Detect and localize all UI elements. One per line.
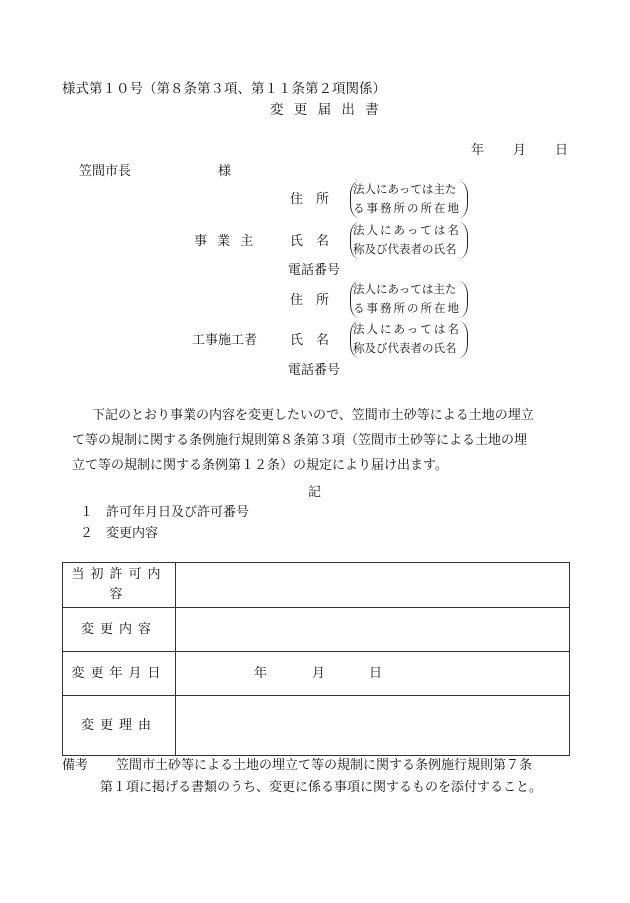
address-note-line: る事務所の所在地: [353, 201, 461, 215]
body-line: て等の規制に関する条例施行規則第８条第３項（笠間市土砂等による土地の埋: [72, 433, 528, 448]
date-month: 月: [513, 143, 527, 158]
change-date-label: 変更年月日: [63, 652, 176, 696]
date-day: 日: [555, 143, 569, 158]
name-note-line: 法人にあっては名: [353, 223, 461, 237]
table-row: [63, 652, 570, 696]
original-permit-label: 当初許可内容: [63, 563, 176, 608]
applicant-address-label: 住 所: [290, 192, 330, 207]
date-year: 年: [471, 143, 485, 158]
item-number: ２: [80, 526, 94, 541]
form-number: 様式第１０号（第８条第３項、第１１条第２項関係）: [62, 81, 386, 97]
applicant-name-label: 氏 名: [290, 234, 330, 249]
name-note-line: 称及び代表者の氏名: [353, 341, 457, 355]
change-date-year: 年: [254, 666, 268, 681]
remarks-line: 笠間市土砂等による土地の埋立て等の規制に関する条例施行規則第７条: [116, 758, 533, 773]
address-note-bracket: [350, 181, 468, 218]
change-content-label: 変更内容: [63, 608, 176, 652]
address-note-line: 法人にあっては主た: [353, 182, 457, 196]
original-permit-field[interactable]: [176, 563, 570, 608]
item-text: 許可年月日及び許可番号: [106, 505, 250, 520]
table-row: [63, 696, 570, 756]
item-number: １: [80, 505, 94, 520]
name-note-line: 称及び代表者の氏名: [353, 242, 457, 256]
item-text: 変更内容: [106, 526, 159, 541]
address-note-line: 法人にあっては主た: [353, 282, 457, 296]
change-reason-label: 変更理由: [63, 696, 176, 756]
remarks-label: 備考: [62, 758, 89, 773]
table-row: [63, 608, 570, 652]
address-note-line: る事務所の所在地: [353, 301, 461, 315]
applicant-address-label: 住 所: [290, 293, 330, 308]
change-reason-field[interactable]: [176, 696, 570, 756]
name-note-bracket: [350, 222, 468, 259]
document-title: 変 更 届 出 書: [270, 102, 382, 118]
name-note-line: 法人にあっては名: [353, 322, 461, 336]
applicant-phone-label: 電話番号: [288, 363, 341, 378]
change-date-field[interactable]: [176, 652, 570, 696]
applicant-role-contractor: 工事施工者: [192, 333, 258, 348]
change-date-day: 日: [369, 666, 383, 681]
change-details-table: [62, 562, 570, 756]
name-note-bracket: [350, 321, 468, 358]
body-line: 立て等の規制に関する条例第１２条）の規定により届け出ます。: [72, 458, 448, 473]
table-row: [63, 563, 570, 608]
body-line: 下記のとおり事業の内容を変更したいので、笠間市土砂等による土地の埋立: [92, 408, 534, 423]
addressee-name: 笠間市長: [79, 164, 132, 179]
ki-heading: 記: [308, 485, 322, 500]
remarks-line: 第１項に掲げる書類のうち、変更に係る事項に関するものを添付すること。: [100, 780, 543, 795]
applicant-phone-label: 電話番号: [288, 263, 341, 278]
applicant-role-business-owner: 事 業 主: [194, 234, 257, 249]
applicant-name-label: 氏 名: [290, 333, 330, 348]
change-content-field[interactable]: [176, 608, 570, 652]
address-note-bracket: [350, 281, 468, 318]
body-paragraph: [72, 403, 572, 478]
change-date-month: 月: [312, 666, 326, 681]
addressee-honorific: 様: [218, 164, 232, 179]
